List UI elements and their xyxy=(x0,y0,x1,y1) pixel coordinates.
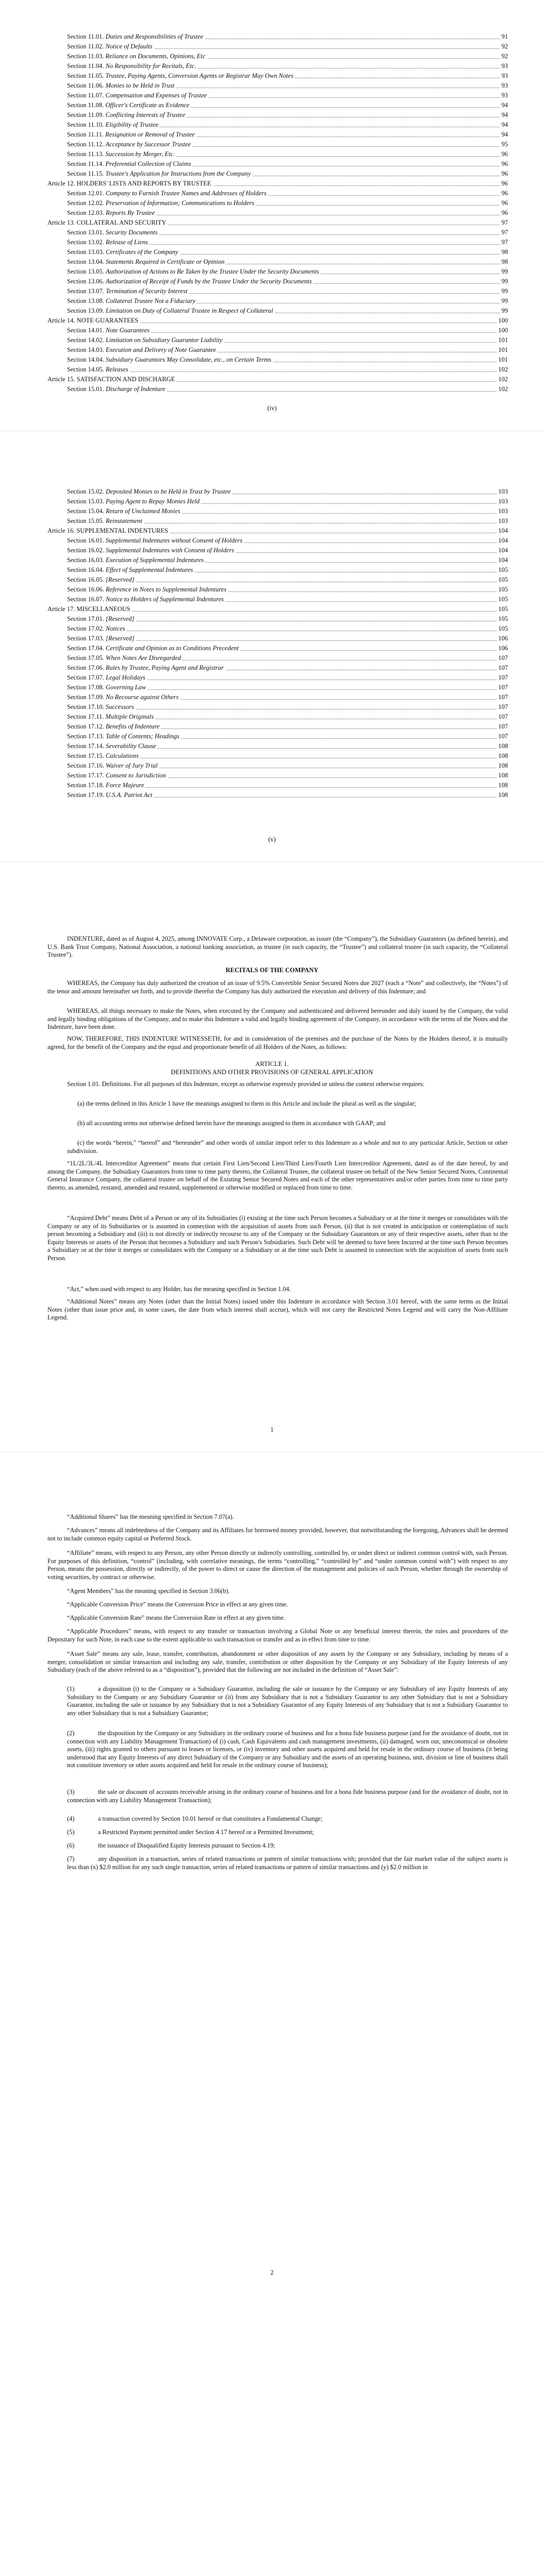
toc-page-number: 107 xyxy=(497,691,508,703)
toc-entry-label: Section 12.02. xyxy=(67,199,106,207)
toc-entry-label: Section 11.09. xyxy=(67,111,106,118)
toc-entry-label: Section 11.10. xyxy=(67,121,106,128)
toc-entry-label: Section 14.04. xyxy=(67,356,106,363)
toc-page-number: 99 xyxy=(500,276,508,287)
toc-entry-heading: Force Majeure xyxy=(106,782,144,789)
item-number: (4) xyxy=(67,1815,75,1822)
toc-entry-label: Section 17.17. xyxy=(67,772,106,779)
toc-page-number: 103 xyxy=(497,505,508,517)
toc-page-number: 96 xyxy=(500,178,508,189)
toc-entry-label: Section 11.05. xyxy=(67,72,106,79)
toc-entry-label: Section 17.05. xyxy=(67,654,106,662)
toc-entry-heading: Notice to Holders of Supplemental Indentures xyxy=(106,596,224,603)
toc-page-number: 102 xyxy=(497,364,508,375)
toc-entry-label: Article 16. SUPPLEMENTAL INDENTURES xyxy=(47,527,168,534)
toc-page-number: 96 xyxy=(500,188,508,199)
toc-page-number: 93 xyxy=(500,70,508,81)
article-number: ARTICLE 1. xyxy=(255,1060,289,1067)
def-act: “Act,” when used with respect to any Holder, has the meaning specified in Section 1.04. xyxy=(67,1285,291,1293)
toc-entry-label: Section 11.07. xyxy=(67,92,106,99)
toc-page-number: 93 xyxy=(500,90,508,101)
article-title: DEFINITIONS AND OTHER PROVISIONS OF GENERAL APPLICATION xyxy=(171,1069,373,1076)
toc-entry-label: Section 11.14. xyxy=(67,160,106,167)
toc-entry-label: Section 16.07. xyxy=(67,596,106,603)
toc-page-number: 105 xyxy=(497,594,508,605)
toc-page-number: 97 xyxy=(500,236,508,248)
toc-entry-heading: Notice of Defaults xyxy=(105,43,153,50)
toc-page-number: 100 xyxy=(497,325,508,336)
toc-page-iv xyxy=(0,0,544,430)
item-number: (6) xyxy=(67,1842,75,1849)
toc-entry-label: Section 14.02. xyxy=(67,336,106,344)
witnesseth: NOW, THEREFORE, THIS INDENTURE WITNESSETH, for and in consideration of the premises and the purchase of the Notes by the Holders thereof, it is mutually agreed, for the benefit of the Company and the equal and proportionate benefit of all Holders of the Notes, as follows: xyxy=(47,1035,508,1050)
toc-entry-label: Section 11.12. xyxy=(67,141,106,148)
toc-entry-heading: Multiple Originals xyxy=(105,713,154,720)
toc-entry-heading: Calculations xyxy=(106,752,139,759)
recital-2: WHEREAS, all things necessary to make the Notes, when executed by the Company and authenticated and delivered hereunder and duly issued by the Company, the valid and legally binding obligations of the Company, and to make this Indenture a valid and legally binding agreement of the Company, in accordance with the terms of the Notes and the Indenture, have been done. xyxy=(47,1007,508,1030)
toc-entry-label: Section 13.04. xyxy=(67,258,106,265)
asset-sale-exclusion-5 xyxy=(67,1828,508,1837)
toc-entry-title xyxy=(67,789,154,801)
def-applicable-procedures: “Applicable Procedures” means, with respect to any transfer or transaction involving a Global Note or any beneficial interest therein, the rules and procedures of the Depositary for such Note, in each case to the extent applicable to such transaction or transfer and as in effect from time to time. xyxy=(47,1628,508,1643)
toc-page-number: 107 xyxy=(497,672,508,683)
toc-entry-heading: Statements Required in Certificate or Opinion xyxy=(106,258,225,265)
toc-entry-heading: Benefits of Indenture xyxy=(106,723,160,730)
toc-entry-label: Section 16.06. xyxy=(67,586,106,593)
toc-entry-heading: No Responsibility for Recitals, Etc. xyxy=(105,62,196,70)
toc-entry-heading: Severability Clause xyxy=(106,742,156,750)
toc-entry-label: Section 13.02. xyxy=(67,239,106,246)
toc-entry-label: Section 17.02. xyxy=(67,625,106,632)
toc-entry-label: Section 11.01. xyxy=(67,33,106,40)
toc-entry-heading: Resignation or Removal of Trustee xyxy=(105,131,195,138)
toc-page-number: 108 xyxy=(497,779,508,791)
asset-sale-exclusion-3 xyxy=(67,1788,508,1804)
toc-entry-heading: Paying Agent to Repay Monies Held xyxy=(106,498,200,505)
toc-page-number: 104 xyxy=(497,545,508,556)
toc-page-number: 97 xyxy=(500,227,508,238)
toc-entry-label: Section 17.11. xyxy=(67,713,106,720)
toc-entry-heading: Monies to be Held in Trust xyxy=(105,82,175,89)
toc-page-number: 108 xyxy=(497,760,508,771)
toc-page-number: 103 xyxy=(497,486,508,497)
toc-entry-heading: Execution of Supplemental Indentures xyxy=(106,556,204,564)
toc-entry-heading: Execution and Delivery of Note Guarantee xyxy=(106,346,217,353)
def-additional-notes: “Additional Notes” means any Notes (other than the Initial Notes) issued under this Indenture in accordance with Section 3.01 hereof, with the same terms as the Initial Notes (other than issue price and, in some cases, the date from which interest shall accrue), which will not carry the Restricted Notes Legend and will carry the Non-Affiliate Legend. xyxy=(47,1298,508,1321)
item-text: the sale or discount of accounts receivable arising in the ordinary course of business and for a bona fide business purpose (and for the avoidance of doubt, not in connection with any Liability Management Transaction); xyxy=(67,1788,508,1804)
toc-entry-heading: Return of Unclaimed Monies xyxy=(106,507,180,515)
body-page-2 xyxy=(0,1452,544,2277)
toc-page-number: 95 xyxy=(500,139,508,150)
toc-page-number: 94 xyxy=(500,129,508,140)
toc-page-number: 108 xyxy=(497,770,508,781)
toc-entry-heading: No Recourse against Others xyxy=(106,693,179,701)
toc-entry-heading: Effect of Supplemental Indentures xyxy=(106,566,193,573)
toc-page-number: 98 xyxy=(500,246,508,258)
toc-entry-label: Section 13.09. xyxy=(67,307,106,314)
item-text: a transaction covered by Section 10.01 hereof or that constitutes a Fundamental Change; xyxy=(98,1815,323,1822)
page-number: (iv) xyxy=(267,404,277,412)
toc-entry-heading: Certificate and Opinion as to Conditions Precedent xyxy=(106,645,239,652)
toc-page-number: 104 xyxy=(497,535,508,546)
toc-entry-heading: Waiver of Jury Trial xyxy=(106,762,158,769)
recitals-heading: RECITALS OF THE COMPANY xyxy=(225,967,319,974)
toc-page-number: 94 xyxy=(500,109,508,121)
toc-entry-label: Section 15.05. xyxy=(67,517,106,524)
toc-entry-label: Section 13.05. xyxy=(67,268,106,275)
toc-page-number: 105 xyxy=(497,623,508,634)
toc-page-v xyxy=(0,431,544,861)
toc-leader-dots xyxy=(67,371,508,372)
toc-page-number: 107 xyxy=(497,721,508,732)
toc-page-number: 97 xyxy=(500,217,508,228)
toc-entry-label: Section 15.02. xyxy=(67,488,106,495)
toc-page-number: 100 xyxy=(497,315,508,326)
toc-page-number: 99 xyxy=(500,295,508,307)
asset-sale-exclusion-7 xyxy=(67,1855,508,1871)
toc-entry-label: Section 16.02. xyxy=(67,547,106,554)
toc-entry-label: Section 17.01. xyxy=(67,615,106,622)
item-text: the issuance of Disqualified Equity Interests pursuant to Section 4.19; xyxy=(98,1842,275,1849)
toc-entry-label: Section 13.01. xyxy=(67,229,106,236)
indenture-intro: INDENTURE, dated as of August 4, 2025, among INNOVATE Corp., a Delaware corporation, as issuer (the “Company”), the Subsidiary Guarantors (as defined herein), and U.S. Bank Trust Company, National Association, a national banking association, as trustee (in such capacity, the “Trustee”) and collateral trustee (in such capacity, the “Collateral Trustee”). xyxy=(47,935,508,958)
def-agent-members: “Agent Members” has the meaning specified in Section 3.06(b). xyxy=(67,1587,230,1595)
toc-page-number: 94 xyxy=(500,119,508,130)
toc-page-number: 96 xyxy=(500,207,508,218)
toc-entry-heading: [Reserved] xyxy=(106,576,135,583)
toc-entry-label: Section 15.04. xyxy=(67,507,106,515)
toc-page-number: 101 xyxy=(497,334,508,346)
toc-entry-label: Section 11.13. xyxy=(67,150,106,158)
toc-entry-heading: Conflicting Interests of Trustee xyxy=(105,111,186,118)
item-number: (2) xyxy=(67,1730,75,1737)
toc-entry-label: Section 16.01. xyxy=(67,537,106,544)
toc-page-number: 106 xyxy=(497,642,508,654)
toc-page-number: 93 xyxy=(500,60,508,72)
toc-page-number: 99 xyxy=(500,285,508,297)
toc-page-number: 105 xyxy=(497,574,508,585)
toc-entry-label: Section 11.11. xyxy=(67,131,106,138)
def-advances: “Advances” means all indebtedness of the Company and its Affiliates for borrowed money provided, however, that notwithstanding the foregoing, Advances shall be deemed not to include common equity capital or Preferred Stock. xyxy=(47,1527,508,1542)
toc-section-entry xyxy=(67,383,508,395)
toc-entry-label: Section 17.09. xyxy=(67,693,106,701)
toc-entry-label: Article 15. SATISFACTION AND DISCHARGE xyxy=(47,376,175,383)
toc-page-number: 107 xyxy=(497,682,508,693)
def-acquired-debt: “Acquired Debt” means Debt of a Person or any of its Subsidiaries (i) existing at the time such Person becomes a Subsidiary or at the time it merges or consolidates with the Company or any of its Subsidiaries or is assumed in connection with the acquisition of assets from such Person, (ii) that is not created in anticipation or contemplation of such person becoming a Subsidiary and (iii) is not directly or indirectly recourse to any of the Company or the Subsidiary Guarantors or any of their respective assets, other than to the Equity Interests or assets of the Person that becomes a Subsidiary and such Person's Subsidiaries. Such Debt will be deemed to have been Incurred at the time such Person becomes a Subsidiary or at the time it merges or consolidates with the Company or a Subsidiary or at the time such Debt is assumed in connection with the acquisition of assets from such Person. xyxy=(47,1214,508,1262)
toc-page-number: 96 xyxy=(500,158,508,170)
recital-1: WHEREAS, the Company has duly authorized the creation of an issue of 9.5% Convertible Senior Secured Notes due 2027 (each a “Note” and collectively, the “Notes”) of the tenor and amount hereinafter set forth, and to provide therefor the Company has duly authorized the execution and delivery of this Indenture; and xyxy=(47,979,508,995)
toc-entry-heading: Reference in Notes to Supplemental Indentures xyxy=(106,586,227,593)
toc-entry-label: Section 17.04. xyxy=(67,645,106,652)
toc-entry-label: Section 17.12. xyxy=(67,723,106,730)
toc-entry-label: Section 16.05. xyxy=(67,576,106,583)
toc-entry-title xyxy=(67,383,167,395)
toc-entry-heading: Duties and Responsibilities of Trustee xyxy=(105,33,204,40)
toc-entry-label: Section 17.03. xyxy=(67,635,106,642)
definition-rule-a: (a) the terms defined in this Article 1 have the meanings assigned to them in this Article and include the plural as well as the singular; xyxy=(77,1100,416,1107)
toc-entry-heading: Preferential Collection of Claims xyxy=(105,160,191,167)
toc-entry-label: Section 17.13. xyxy=(67,733,106,740)
toc-entry-label: Section 16.04. xyxy=(67,566,106,573)
item-text: a Restricted Payment permitted under Section 4.17 hereof or a Permitted Investment; xyxy=(98,1828,314,1836)
toc-entry-label: Section 17.15. xyxy=(67,752,106,759)
toc-page-number: 105 xyxy=(497,564,508,575)
toc-page-number: 99 xyxy=(500,305,508,316)
def-intercreditor-agreement: “1L/2L/3L/4L Intercreditor Agreement” means that certain First Lien/Second Lien/Third Lien/Fourth Lien Intercreditor Agreement, dated as of the date hereof, by and among the Company, the Subsidiary Guarantors from time to time party thereto, the Collateral Trustee, the collateral trustee on behalf of the New Senior Secured Notes, Continental General Insurance Company, the collateral trustee on behalf of the Existing Senior Secured Notes and each of the other representatives and/or other parties from time to time party thereto, as amended, restated, amended and restated, supplemented or otherwise modified or replaced from time to time. xyxy=(47,1160,508,1191)
toc-entry-label: Section 17.10. xyxy=(67,703,106,710)
toc-page-number: 101 xyxy=(497,344,508,355)
toc-entry-heading: Releases xyxy=(106,366,128,373)
toc-entry-heading: Acceptance by Successor Trustee xyxy=(105,141,191,148)
toc-page-number: 107 xyxy=(497,731,508,742)
toc-entry-label: Section 16.03. xyxy=(67,556,106,564)
toc-entry-heading: Supplemental Indentures without Consent of Holders xyxy=(106,537,243,544)
toc-entry-heading: Trustee's Application for Instructions from the Company xyxy=(105,170,251,177)
toc-page-number: 94 xyxy=(500,99,508,111)
toc-page-number: 104 xyxy=(497,525,508,536)
toc-entry-label: Section 12.01. xyxy=(67,190,106,197)
toc-entry-label: Section 17.14. xyxy=(67,742,106,750)
toc-page-number: 107 xyxy=(497,662,508,673)
toc-entry-heading: Deposited Monies to be Held in Trust by Trustee xyxy=(106,488,231,495)
toc-page-number: 93 xyxy=(500,80,508,91)
toc-entry-label: Section 11.08. xyxy=(67,101,106,109)
toc-entry-heading: Reinstatement xyxy=(106,517,142,524)
toc-page-number: 107 xyxy=(497,652,508,664)
def-applicable-conversion-price: “Applicable Conversion Price” means the Conversion Price in effect at any given time. xyxy=(67,1601,288,1608)
toc-entry-heading: [Reserved] xyxy=(106,635,135,642)
toc-entry-label: Section 12.03. xyxy=(67,209,106,216)
toc-entry-label: Section 14.01. xyxy=(67,327,106,334)
toc-entry-heading: Collateral Trustee Not a Fiduciary xyxy=(106,297,196,304)
toc-entry-heading: Authorization of Receipt of Funds by the Trustee Under the Security Documents xyxy=(106,278,312,285)
toc-page-number: 107 xyxy=(497,711,508,722)
toc-entry-label: Section 11.04. xyxy=(67,62,106,70)
toc-page-number: 108 xyxy=(497,740,508,752)
item-number: (1) xyxy=(67,1685,75,1692)
toc-entry-heading: Subsidiary Guarantors May Consolidate, etc., on Certain Terms xyxy=(106,356,272,363)
toc-entry-heading: Rules by Trustee, Paying Agent and Registrar xyxy=(106,664,224,671)
toc-entry-heading: Authorization of Actions to Be Taken by the Trustee Under the Security Documents xyxy=(106,268,319,275)
toc-entry-heading: Legal Holidays xyxy=(106,674,145,681)
toc-entry-heading: Table of Contents; Headings xyxy=(106,733,179,740)
toc-entry-label: Section 13.08. xyxy=(67,297,106,304)
toc-entry-heading: Termination of Security Interest xyxy=(106,287,188,295)
toc-entry-label: Section 11.03. xyxy=(67,53,106,60)
asset-sale-exclusion-2 xyxy=(67,1730,508,1770)
toc-entry-label: Article 12. HOLDERS' LISTS AND REPORTS BY TRUSTEE xyxy=(47,180,211,187)
item-number: (5) xyxy=(67,1828,75,1836)
def-asset-sale: “Asset Sale” means any sale, lease, transfer, contribution, abandonment or other disposition of any assets by the Company or any Subsidiary, including by means of a merger, consolidation or similar transaction and including any sale, transfer, contribution or other disposition by the Company or any Subsidiary of the Equity Interests of any Subsidiary (each of the above referred to as a “disposition”), provided that the following are not included in the definition of “Asset Sale”: xyxy=(47,1650,508,1673)
toc-entry-heading: Consent to Jurisdiction xyxy=(106,772,166,779)
toc-page-number: 101 xyxy=(497,354,508,365)
toc-page-number: 108 xyxy=(497,789,508,801)
toc-entry-heading: Certificates of the Company xyxy=(106,248,178,256)
toc-page-number: 104 xyxy=(497,554,508,566)
toc-page-number: 96 xyxy=(500,197,508,209)
body-page-1 xyxy=(0,862,544,1452)
toc-entry-label: Section 15.01. xyxy=(67,385,106,393)
toc-entry-label: Article 17. MISCELLANEOUS xyxy=(47,605,130,613)
asset-sale-exclusion-4 xyxy=(67,1815,508,1823)
page-number: (v) xyxy=(268,836,276,843)
toc-entry-label: Section 14.05. xyxy=(67,366,106,373)
toc-entry-heading: Preservation of Information; Communications to Holders xyxy=(106,199,255,207)
toc-entry-label: Section 17.18. xyxy=(67,782,106,789)
asset-sale-exclusion-6 xyxy=(67,1842,508,1850)
item-text: a disposition (i) to the Company or a Subsidiary Guarantor, including the sale or issuance by the Company or any Subsidiary of any Equity Interests of any Subsidiary to the Company or any Subsidiary Guarantor or (ii) from any Subsidiary that is not a Subsidiary Guarantor to any other Subsidiary that is not a Subsidiary Guarantor, including the sale or issuance by any Subsidiary that is not a Subsidiary Guarantor of any Equity Interests of any Subsidiary that is not a Subsidiary Guarantor to any other Subsidiary that is not a Subsidiary Guarantor; xyxy=(67,1685,508,1717)
toc-entry-heading: Discharge of Indenture xyxy=(106,385,166,393)
toc-entry-label: Section 11.15. xyxy=(67,170,106,177)
toc-entry-label: Section 11.02. xyxy=(67,43,106,50)
toc-entry-label: Article 13. COLLATERAL AND SECURITY xyxy=(47,219,167,226)
toc-entry-label: Section 13.07. xyxy=(67,287,106,295)
toc-entry-heading: Note Guarantees xyxy=(106,327,150,334)
toc-page-number: 103 xyxy=(497,515,508,527)
toc-entry-label: Section 17.06. xyxy=(67,664,106,671)
toc-entry-heading: U.S.A. Patriot Act xyxy=(106,791,153,799)
toc-entry-heading: Limitation on Duty of Collateral Trustee in Respect of Collateral xyxy=(106,307,273,314)
toc-page-number: 107 xyxy=(497,701,508,713)
toc-page-number: 92 xyxy=(500,50,508,62)
toc-entry-label: Section 17.16. xyxy=(67,762,106,769)
page-number: 1 xyxy=(270,1426,274,1433)
toc-entry-heading: Succession by Merger, Etc. xyxy=(105,150,175,158)
toc-entry-heading: Compensation and Expenses of Trustee xyxy=(105,92,207,99)
toc-page-number: 96 xyxy=(500,168,508,179)
toc-entry-label: Section 17.08. xyxy=(67,684,106,691)
item-text: any disposition in a transaction, series of related transactions or pattern of similar transactions with; provided that the fair market value of the subject assets is less than (x) $2.0 million for any such single transaction, series of related transactions or pattern of similar transactions and (y) $2.0 million in xyxy=(67,1855,508,1871)
definition-rule-c: (c) the words “herein,” “hereof” and “hereunder” and other words of similar import refer to this Indenture as a whole and not to any particular Article, Section or other subdivision. xyxy=(67,1139,508,1155)
toc-page-number: 91 xyxy=(500,31,508,42)
toc-entry-heading: Successors xyxy=(106,703,134,710)
toc-entry-label: Article 14. NOTE GUARANTEES xyxy=(47,317,139,324)
toc-entry-label: Section 13.06. xyxy=(67,278,106,285)
def-affiliate: “Affiliate” means, with respect to any Person, any other Person directly or indirectly controlling, controlled by, or under direct or indirect common control with, such Person. For purposes of this definition, “control” (including, with correlative meanings, the terms “controlling,” “controlled by” and “under common control with”) with respect to any Person, means the possession, directly or indirectly, of the power to direct or cause the direction of the management and policies of such Person, whether through the ownership of voting securities, by contract or otherwise. xyxy=(47,1549,508,1581)
toc-entry-label: Section 14.03. xyxy=(67,346,106,353)
toc-entry-label: Section 13.03. xyxy=(67,248,106,256)
toc-entry-heading: Reports By Trustee xyxy=(106,209,155,216)
def-applicable-conversion-rate: “Applicable Conversion Rate” means the Conversion Rate in effect at any given time. xyxy=(67,1614,285,1621)
toc-page-number: 103 xyxy=(497,496,508,507)
toc-page-number: 102 xyxy=(497,383,508,395)
toc-entry-label: Section 15.03. xyxy=(67,498,106,505)
toc-entry-heading: Governing Law xyxy=(106,684,146,691)
toc-entry-heading: Security Documents xyxy=(106,229,158,236)
toc-page-number: 106 xyxy=(497,633,508,644)
toc-entry-heading: Limitation on Subsidiary Guarantor Liability xyxy=(106,336,223,344)
definition-rule-b: (b) all accounting terms not otherwise defined herein have the meanings assigned to them in accordance with GAAP; and xyxy=(77,1120,386,1127)
toc-entry-heading: Release of Liens xyxy=(106,239,148,246)
toc-entry-label: Section 11.06. xyxy=(67,82,106,89)
toc-entry-heading: When Notes Are Disregarded xyxy=(106,654,181,662)
toc-entry-heading: Eligibility of Trustee xyxy=(105,121,159,128)
page-number: 2 xyxy=(270,2269,274,2276)
toc-entry-heading: [Reserved] xyxy=(106,615,135,622)
toc-entry-label: Section 17.19. xyxy=(67,791,106,799)
toc-page-number: 105 xyxy=(497,613,508,624)
toc-page-number: 99 xyxy=(500,266,508,277)
toc-entry-heading: Trustee, Paying Agents, Conversion Agents or Registrar May Own Notes xyxy=(105,72,293,79)
item-number: (7) xyxy=(67,1855,75,1862)
toc-entry-heading: Notices xyxy=(106,625,125,632)
toc-page-number: 98 xyxy=(500,256,508,267)
toc-page-number: 102 xyxy=(497,374,508,385)
toc-page-number: 108 xyxy=(497,750,508,761)
toc-page-number: 105 xyxy=(497,584,508,595)
toc-entry-heading: Company to Furnish Trustee Names and Addresses of Holders xyxy=(106,190,267,197)
asset-sale-exclusion-1 xyxy=(67,1685,508,1717)
section-1-01: Section 1.01. Definitions. For all purposes of this Indenture, except as otherwise expressly provided or unless the context otherwise requires: xyxy=(67,1080,424,1088)
toc-page-number: 92 xyxy=(500,41,508,52)
toc-entry-heading: Officer's Certificate as Evidence xyxy=(105,101,190,109)
item-text: the disposition by the Company or any Subsidiary in the ordinary course of business and for a bona fide business purpose (and for the avoidance of doubt, not in connection with any Liability Management Transaction) of (i) cash, Cash Equivalents and cash management investments, (ii) damaged, worn out, uneconomical or obsolete assets, (iii) rights granted to others pursuant to leases or licenses, or (iv) inventory and other assets acquired and held for resale in the ordinary course of business (it being understood that any Equity Interests of any direct Subsidiary of the Company or any Subsidiary and the assets of an operating business, unit, division or line of business shall not constitute inventory or other assets acquired and held for resale in the ordinary course of business); xyxy=(67,1730,508,1769)
toc-section-entry xyxy=(67,789,508,801)
item-number: (3) xyxy=(67,1788,75,1795)
toc-entry-label: Section 17.07. xyxy=(67,674,106,681)
def-additional-shares: “Additional Shares” has the meaning specified in Section 7.07(a). xyxy=(67,1513,234,1520)
toc-entry-heading: Reliance on Documents, Opinions, Etc xyxy=(105,53,206,60)
toc-page-number: 96 xyxy=(500,148,508,160)
toc-entry-heading: Supplemental Indentures with Consent of Holders xyxy=(106,547,235,554)
toc-page-number: 105 xyxy=(497,603,508,615)
